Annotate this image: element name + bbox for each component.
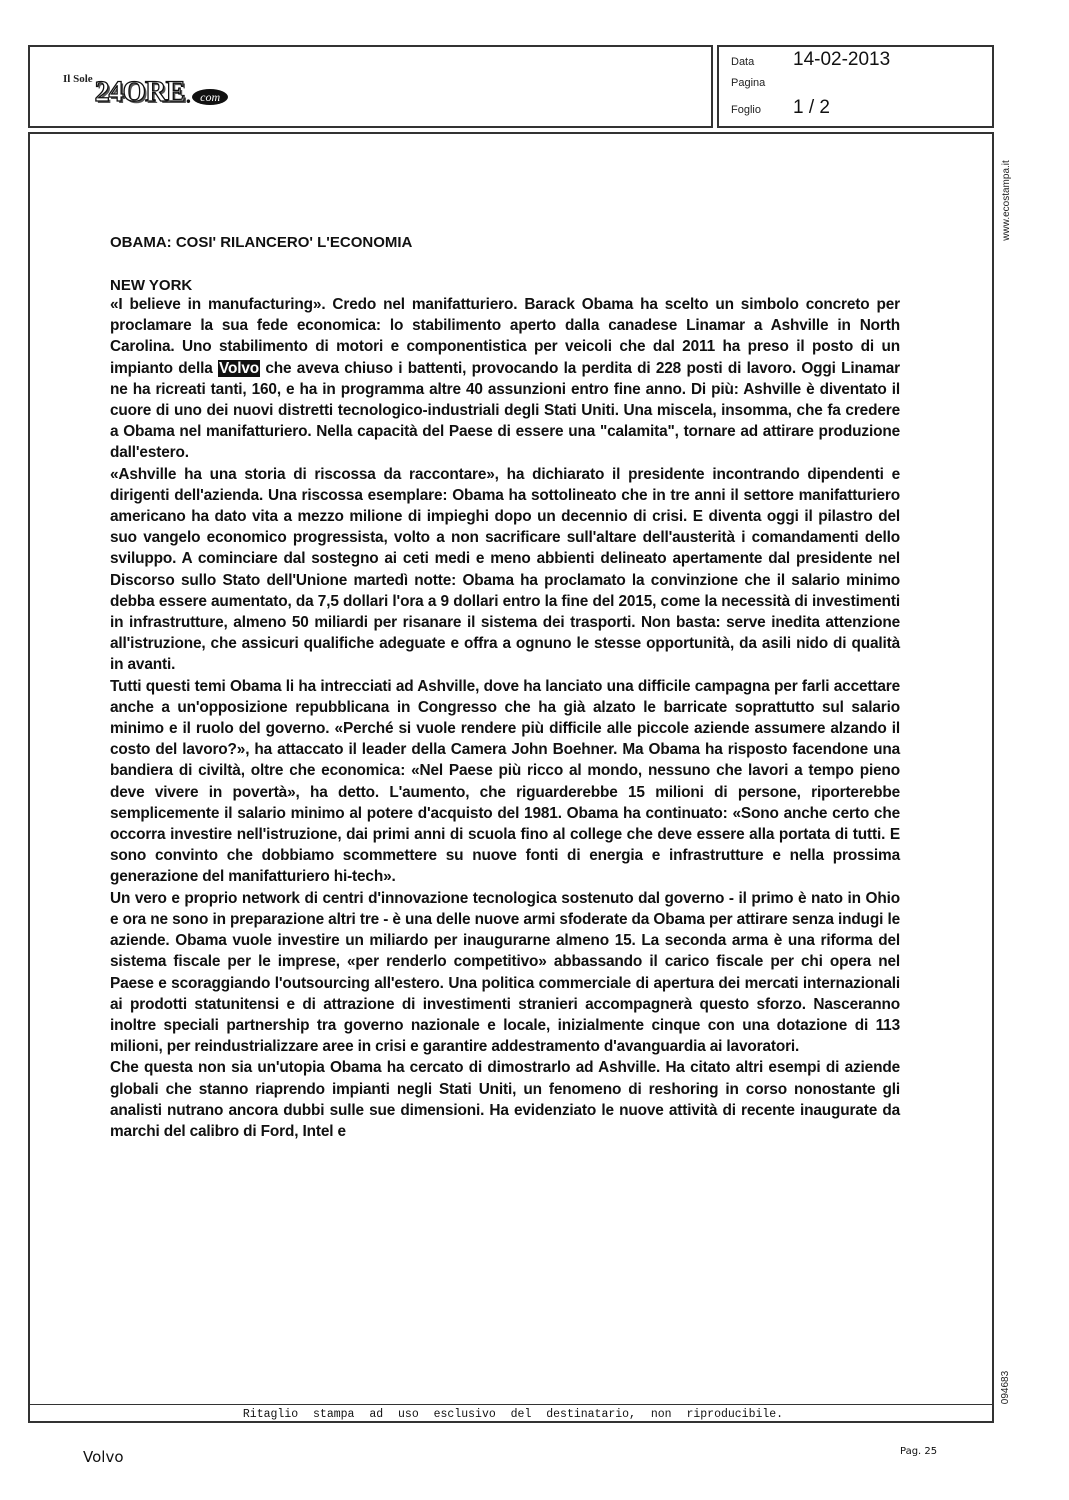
paragraph-text: «I believe in manufacturing». Credo nel manifatturiero. Barack Obama ha scelto un simbolo concreto per proclamare la sua fede economica: lo stabilimento aperto dalla canadese Linamar a Ashville in North Carolina. Uno stabilimento di motori e componentistica per veicoli che dal 2011 ha preso il posto di un impianto della <box>110 296 900 377</box>
page-label: Pagina <box>731 77 766 89</box>
article-paragraph-1 <box>110 294 900 464</box>
date-label: Data <box>731 56 755 68</box>
footer-page-number: Pag. 25 <box>900 1446 938 1457</box>
disclaimer-divider <box>28 1404 994 1405</box>
disclaimer: Ritaglio stampa ad uso esclusivo del destinatario, non riproducibile. <box>242 1408 784 1421</box>
newspaper-logo <box>63 67 228 107</box>
clipping-code-text: 094683 <box>1000 1370 1012 1405</box>
article-paragraph-3: Tutti questi temi Obama li ha intrecciati ad Ashville, dove ha lanciato una difficile campagna per farli accettare anche a un'opposizione repubblicana in Congresso che ha già alzato le barricate soprattutto sul salario minimo e il ruolo del governo. «Perché si vuole rendere più difficile alle piccole aziende assumere alzando il costo del lavoro?», ha attaccato il leader della Camera John Boehner. Ma Obama ha risposto facendone una bandiera di civiltà, oltre che economica: «Nel Paese più ricco al mondo, nessuno che lavori a tempo pieno deve vivere in povertà», ha detto. L'aumento, che riguarderebbe 15 milioni di persone, riporterebbe semplicemente il salario minimo al potere d'acquisto del 1981. Obama ha continuato: «Sono anche certo che occorra investire nell'istruzione, dai primi anni di scuola fino al college che deve essere alla portata di tutti. E sono convinto che dobbiamo scommettere su nuove fonti di energia e infrastrutture e nella prossima generazione del manifatturiero hi-tech». <box>110 677 900 886</box>
logo-main: 24ORE <box>94 75 185 108</box>
page-row <box>731 77 793 89</box>
highlighted-keyword: Volvo <box>218 359 259 377</box>
article-dateline: NEW YORK <box>110 277 193 294</box>
sheet-row <box>731 97 830 119</box>
source-url-text: www.ecostampa.it <box>1000 159 1012 241</box>
date-value: 14-02-2013 <box>793 49 891 70</box>
article-paragraph-4: Un vero e proprio network di centri d'innovazione tecnologica sostenuto dal governo - il primo è nato in Ohio e ora ne sono in preparazione altri tre - è una delle nuove armi sfoderate da Obama per attirare senza indugi le aziende. Obama vuole investire un miliardo per inaugurarne almeno 15. La seconda arma è una riforma del sistema fiscale per le imprese, «per renderlo competitivo» abbassando il carico fiscale per chi opera nel Paese e scoraggiando l'outsourcing all'estero. Una politica commerciale di apertura dei mercati internazionali ai prodotti statunitensi e di attrazione di investimenti stranieri accompagnerà questo sforzo. Nasceranno inoltre speciali partnership tra governo nazionale e locale, inizialmente cinque con una dotazione di 113 milioni, per reindustrializzare aree in crisi e garantire addestramento d'avanguardia ai lavoratori. <box>110 889 900 1056</box>
side-clipping-code <box>998 1365 1014 1410</box>
logo-prefix: Il Sole <box>63 73 93 85</box>
logo-suffix: com <box>192 89 228 105</box>
article-paragraph-2: «Ashville ha una storia di riscossa da raccontare», ha dichiarato il presidente incontrando dipendenti e dirigenti dell'azienda. Una riscossa esemplare: Obama ha sottolineato che in tre anni il settore manifatturiero americano ha dato vita a mezzo milione di impieghi dopo un decennio di crisi. E diventa oggi il pilastro del suo vangelo economico progressista, volto a non sacrificare sull'altare dell'austerità i comandamenti dello sviluppo. A cominciare dal sostegno ai ceti medi e meno abbienti delineato apertamente dal presidente nel Discorso sullo Stato dell'Unione martedì notte: Obama ha proclamato la convinzione che il salario minimo debba essere aumentato, da 7,5 dollari l'ora a 9 dollari entro la fine del 2015, come la necessità di investimenti in infrastrutture, almeno 50 miliardi per risanare il sistema dei trasporti. Non basta: serve inedita attenzione all'istruzione, che assicuri qualifiche adeguate e offra a ognuno le stesse opportunità, da asili nido di qualità in avanti. <box>110 465 900 674</box>
paragraph-text: che aveva chiuso i battenti, provocando la perdita di 228 posti di lavoro. Oggi Linamar ne ha ricreati tanti, 160, e ha in programma altre 40 assunzioni entro fine anno. Di più: Ashville è diventato il cuore di uno dei nuovi distretti tecnologico-industriali degli Stati Uniti. Una miscela, insomma, che fa credere a Obama nel manifatturiero. Nella capacità del Paese di essere una "calamita", tornare ad attirare produzione dall'estero. <box>110 359 900 462</box>
side-source-url <box>998 145 1014 255</box>
clipping-meta-box <box>717 45 994 128</box>
article-headline: OBAMA: COSI' RILANCERO' L'ECONOMIA <box>110 234 413 251</box>
sheet-label: Foglio <box>731 104 761 116</box>
masthead-box <box>28 45 713 128</box>
logo-dot: . <box>185 83 192 108</box>
article <box>110 234 900 1142</box>
sheet-value: 1 / 2 <box>793 97 830 118</box>
footer-keyword: Volvo <box>83 1448 124 1466</box>
article-paragraph-5: Che questa non sia un'utopia Obama ha cercato di dimostrarlo ad Ashville. Ha citato altri esempi di aziende globali che stanno riaprendo impianti negli Stati Uniti, un fenomeno di reshoring in corso nonostante gli analisti nutrano ancora dubbi sulle sue dimensioni. Ha evidenziato le nuove attività di recente inaugurate da marchi del calibro di Ford, Intel e <box>110 1059 900 1140</box>
date-row <box>731 49 890 71</box>
